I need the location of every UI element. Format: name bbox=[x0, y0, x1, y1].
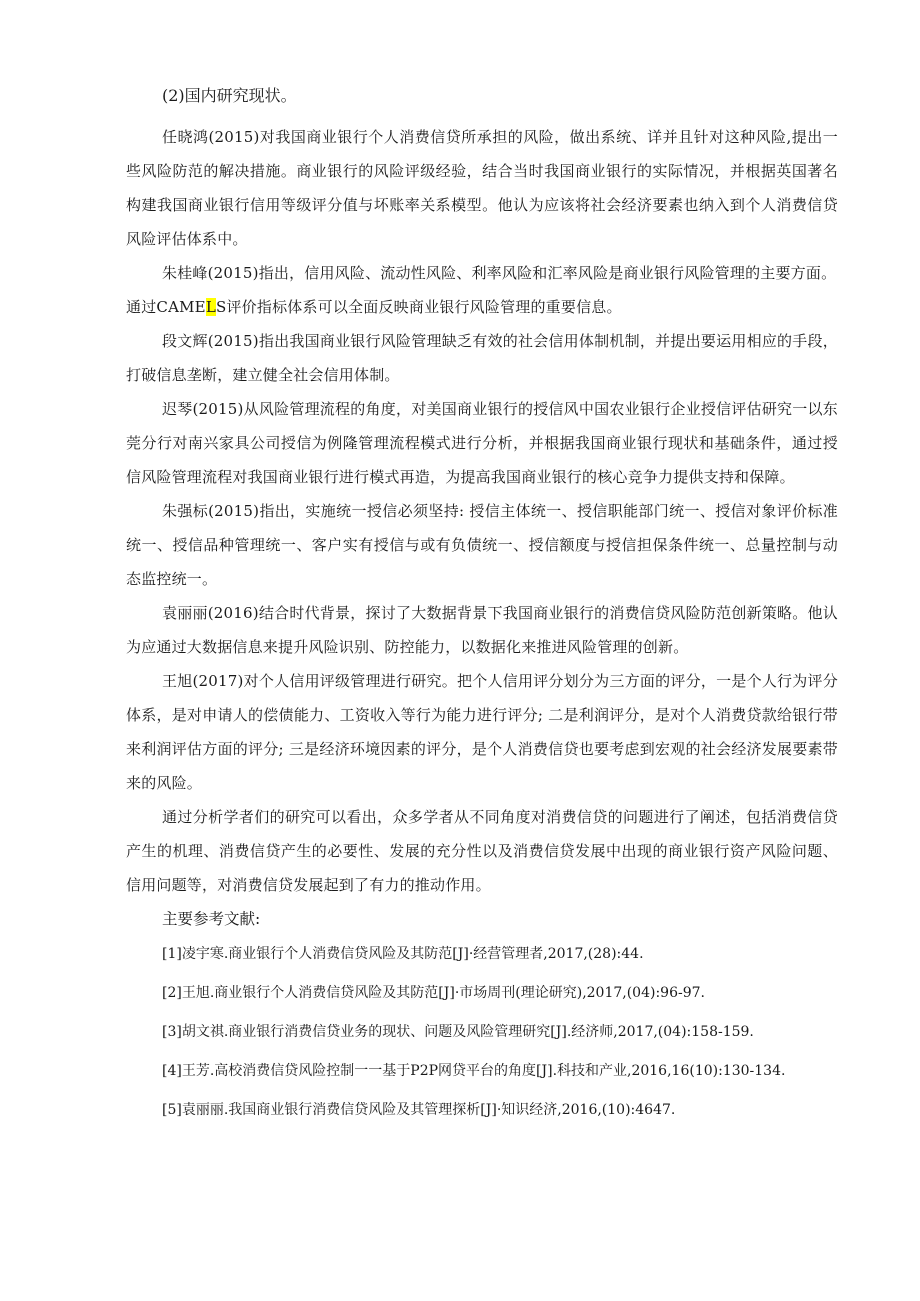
paragraph-zhu-qiangbiao: 朱强标(2015)指出，实施统一授信必须坚持: 授信主体统一、授信职能部门统一、授信对象评价标准统一、授信品种管理统一、客户实有授信与或有负债统一、授信额度与授信担保条件统一、总量控制与动态监控统一。 bbox=[126, 502, 838, 588]
highlighted-letter: L bbox=[205, 298, 216, 316]
section-heading: (2)国内研究现状。 bbox=[162, 86, 297, 105]
document-page bbox=[126, 82, 838, 1139]
reference-item: [5]袁丽丽.我国商业银行消费信贷风险及其管理探析[J]·知识经济,2016,(10):4647. bbox=[162, 1102, 676, 1118]
paragraph-wang-xu: 王旭(2017)对个人信用评级管理进行研究。把个人信用评分划分为三方面的评分，一是个人行为评分体系，是对申请人的偿债能力、工资收入等行为能力进行评分; 二是利润评分，是对个人消费贷款给银行带来利润评估方面的评分; 三是经济环境因素的评分，是个人消费信贷也要考虑到宏观的社会经济发展要素带来的风险。 bbox=[126, 672, 838, 792]
paragraph-summary: 通过分析学者们的研究可以看出，众多学者从不同角度对消费信贷的问题进行了阐述，包括消费信贷产生的机理、消费信贷产生的必要性、发展的充分性以及消费信贷发展中出现的商业银行资产风险问题、信用问题等，对消费信贷发展起到了有力的推动作用。 bbox=[126, 808, 838, 894]
paragraph-zhu-guifeng-text: 朱桂峰(2015)指出，信用风险、流动性风险、利率风险和汇率风险是商业银行风险管理的主要方面。 bbox=[162, 264, 837, 282]
paragraph-duan-wenhui: 段文辉(2015)指出我国商业银行风险管理缺乏有效的社会信用体制机制，并提出要运用相应的手段，打破信息垄断，建立健全社会信用体制。 bbox=[126, 332, 838, 384]
paragraph-zhu-guifeng bbox=[126, 256, 838, 324]
camels-line-before: 通过CAME bbox=[126, 298, 206, 316]
paragraph-chi-qin: 迟琴(2015)从风险管理流程的角度，对美国商业银行的授信风中国农业银行企业授信评估研究一以东莞分行对南兴家具公司授信为例隆管理流程模式进行分析，并根据我国商业银行现状和基础条件，通过授信风险管理流程对我国商业银行进行模式再造，为提高我国商业银行的核心竞争力提供支持和保障。 bbox=[126, 400, 838, 486]
paragraph-yuan-lili: 袁丽丽(2016)结合时代背景，探讨了大数据背景下我国商业银行的消费信贷风险防范创新策略。他认为应通过大数据信息来提升风险识别、防控能力，以数据化来推进风险管理的创新。 bbox=[126, 604, 838, 656]
reference-item: [2]王旭.商业银行个人消费信贷风险及其防范[J]·市场周刊(理论研究),2017,(04):96-97. bbox=[162, 985, 705, 1001]
references-title: 主要参考文献: bbox=[162, 910, 261, 928]
reference-item: [3]胡文祺.商业银行消费信贷业务的现状、问题及风险管理研究[J].经济师,2017,(04):158-159. bbox=[162, 1024, 754, 1040]
reference-item: [1]凌宇寒.商业银行个人消费信贷风险及其防范[J]·经营管理者,2017,(28):44. bbox=[162, 946, 644, 962]
reference-item: [4]王芳.高校消费信贷风险控制一一基于P2P网贷平台的角度[J].科技和产业,2016,16(10):130-134. bbox=[162, 1063, 786, 1079]
paragraph-ren-xiaohong: 任晓鸿(2015)对我国商业银行个人消费信贷所承担的风险，做出系统、详并且针对这种风险,提出一些风险防范的解决措施。商业银行的风险评级经验，结合当时我国商业银行的实际情况，并根据英国著名构建我国商业银行信用等级评分值与坏账率关系模型。他认为应该将社会经济要素也纳入到个人消费信贷风险评估体系中。 bbox=[126, 128, 838, 248]
camels-line-after: S评价指标体系可以全面反映商业银行风险管理的重要信息。 bbox=[216, 298, 622, 316]
